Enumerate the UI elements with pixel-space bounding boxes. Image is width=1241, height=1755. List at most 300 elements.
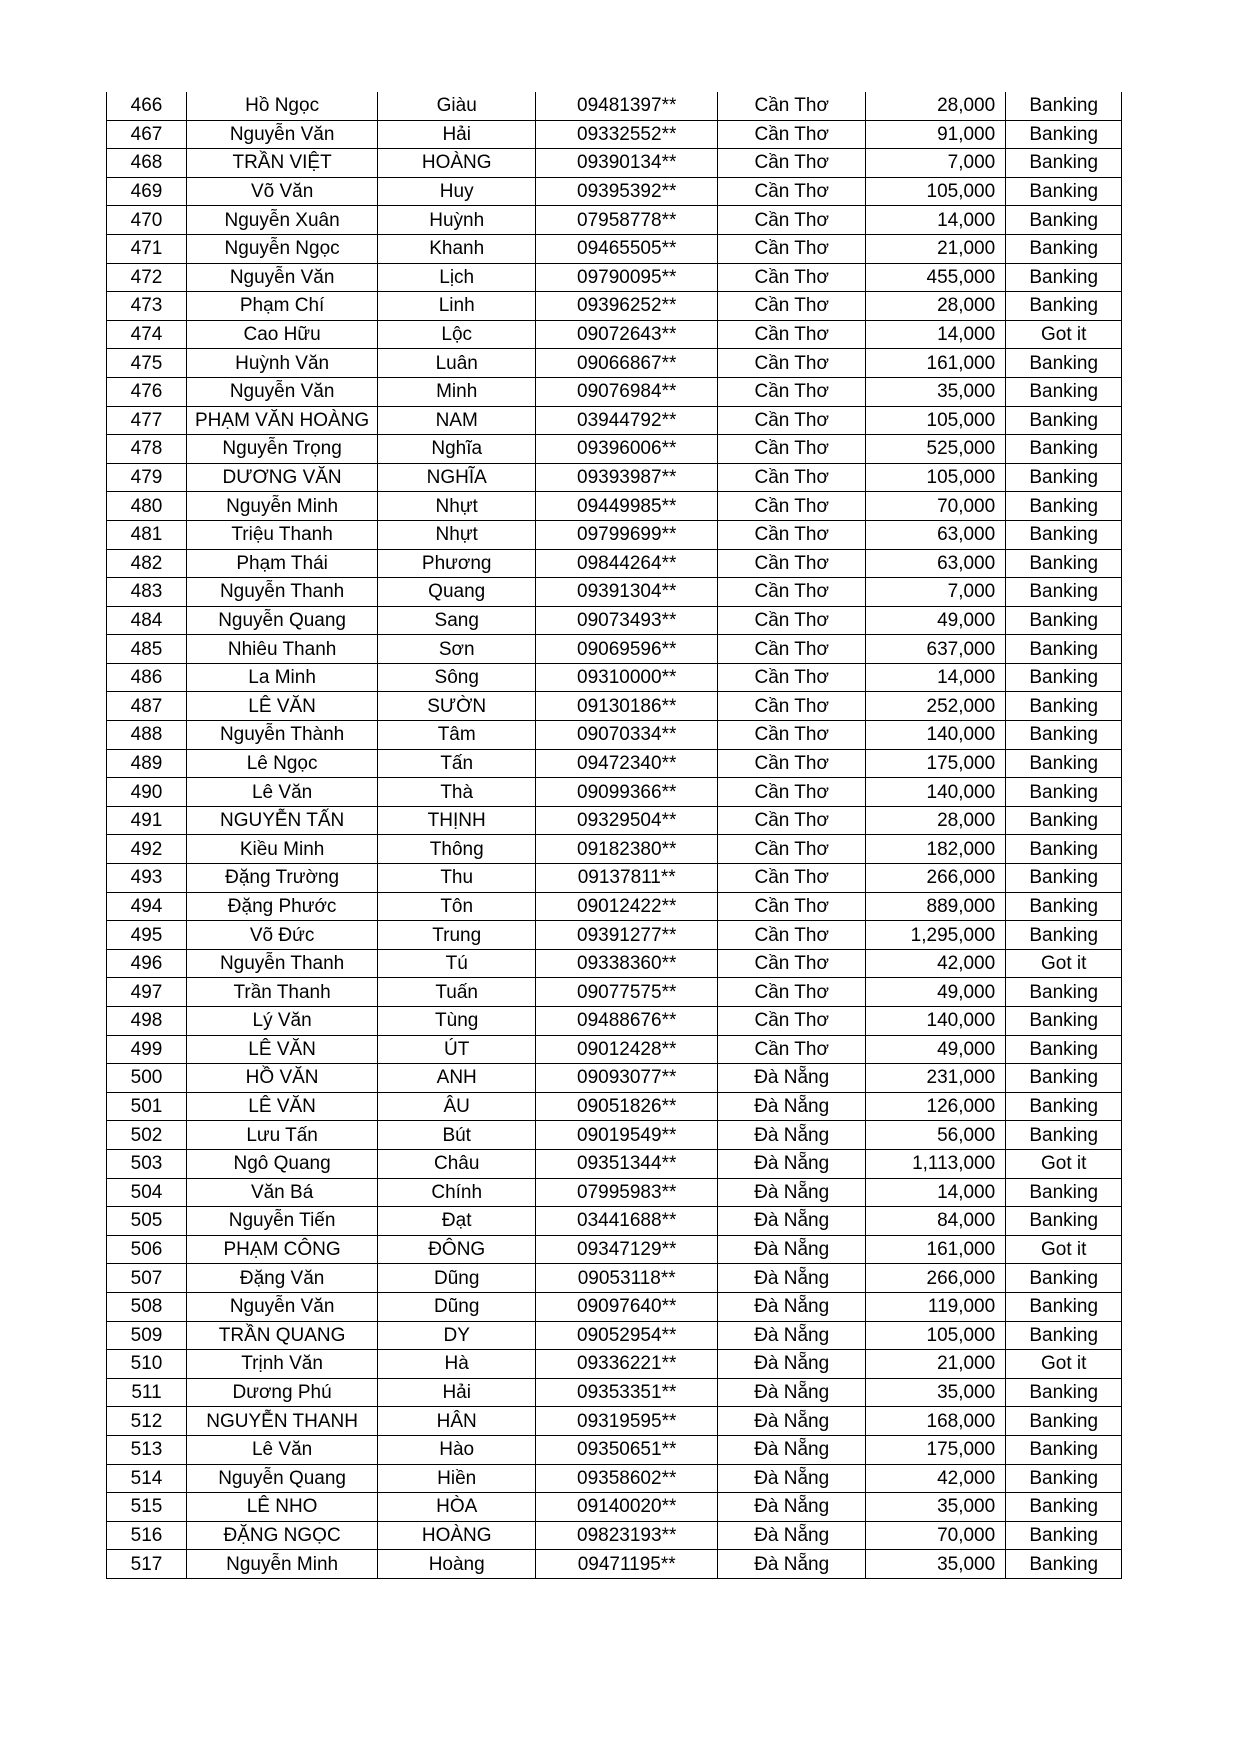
province-cell: Cần Thơ — [718, 578, 866, 607]
first-name-cell: HOÀNG — [378, 1521, 536, 1550]
first-name-cell: Đạt — [378, 1207, 536, 1236]
row-number-cell: 516 — [107, 1521, 187, 1550]
first-name-cell: Sang — [378, 606, 536, 635]
last-name-cell: Lê Văn — [187, 778, 378, 807]
phone-number-cell: 09073493** — [536, 606, 718, 635]
last-name-cell: PHẠM CÔNG — [187, 1235, 378, 1264]
amount-cell: 42,000 — [866, 1464, 1006, 1493]
province-cell: Đà Nẵng — [718, 1149, 866, 1178]
row-number-cell: 508 — [107, 1292, 187, 1321]
payment-method-cell: Banking — [1006, 177, 1122, 206]
table-row — [107, 1092, 1122, 1121]
row-number-cell: 501 — [107, 1092, 187, 1121]
table-row — [107, 1464, 1122, 1493]
table-row — [107, 1435, 1122, 1464]
first-name-cell: Tú — [378, 949, 536, 978]
last-name-cell: Đặng Trường — [187, 864, 378, 893]
phone-number-cell: 09351344** — [536, 1149, 718, 1178]
payment-method-cell: Banking — [1006, 1378, 1122, 1407]
payment-method-cell: Banking — [1006, 549, 1122, 578]
row-number-cell: 475 — [107, 349, 187, 378]
payment-method-cell: Banking — [1006, 835, 1122, 864]
row-number-cell: 498 — [107, 1007, 187, 1036]
row-number-cell: 509 — [107, 1321, 187, 1350]
amount-cell: 1,295,000 — [866, 921, 1006, 950]
last-name-cell: Nguyễn Trọng — [187, 435, 378, 464]
table-row — [107, 1178, 1122, 1207]
phone-number-cell: 09391277** — [536, 921, 718, 950]
amount-cell: 455,000 — [866, 263, 1006, 292]
amount-cell: 105,000 — [866, 463, 1006, 492]
first-name-cell: ĐÔNG — [378, 1235, 536, 1264]
amount-cell: 14,000 — [866, 320, 1006, 349]
province-cell: Cần Thơ — [718, 492, 866, 521]
payment-method-cell: Banking — [1006, 463, 1122, 492]
table-row — [107, 1264, 1122, 1293]
phone-number-cell: 03441688** — [536, 1207, 718, 1236]
amount-cell: 70,000 — [866, 492, 1006, 521]
table-row — [107, 206, 1122, 235]
amount-cell: 63,000 — [866, 549, 1006, 578]
province-cell: Cần Thơ — [718, 1007, 866, 1036]
amount-cell: 889,000 — [866, 892, 1006, 921]
last-name-cell: Ngô Quang — [187, 1149, 378, 1178]
table-row — [107, 1064, 1122, 1093]
winners-table — [106, 92, 1122, 1579]
phone-number-cell: 09310000** — [536, 663, 718, 692]
phone-number-cell: 09319595** — [536, 1407, 718, 1436]
row-number-cell: 473 — [107, 292, 187, 321]
table-row — [107, 949, 1122, 978]
table-row — [107, 921, 1122, 950]
amount-cell: 14,000 — [866, 206, 1006, 235]
phone-number-cell: 09823193** — [536, 1521, 718, 1550]
payment-method-cell: Got it — [1006, 1350, 1122, 1379]
phone-number-cell: 09799699** — [536, 520, 718, 549]
province-cell: Đà Nẵng — [718, 1292, 866, 1321]
row-number-cell: 481 — [107, 520, 187, 549]
first-name-cell: Tấn — [378, 749, 536, 778]
province-cell: Đà Nẵng — [718, 1435, 866, 1464]
phone-number-cell: 09395392** — [536, 177, 718, 206]
row-number-cell: 514 — [107, 1464, 187, 1493]
table-row — [107, 1292, 1122, 1321]
first-name-cell: Hiền — [378, 1464, 536, 1493]
province-cell: Đà Nẵng — [718, 1321, 866, 1350]
amount-cell: 91,000 — [866, 120, 1006, 149]
amount-cell: 105,000 — [866, 177, 1006, 206]
province-cell: Đà Nẵng — [718, 1350, 866, 1379]
first-name-cell: Khanh — [378, 234, 536, 263]
table-row — [107, 1035, 1122, 1064]
payment-method-cell: Banking — [1006, 864, 1122, 893]
phone-number-cell: 09140020** — [536, 1493, 718, 1522]
amount-cell: 35,000 — [866, 1550, 1006, 1579]
table-row — [107, 1235, 1122, 1264]
payment-method-cell: Banking — [1006, 749, 1122, 778]
amount-cell: 637,000 — [866, 635, 1006, 664]
phone-number-cell: 09449985** — [536, 492, 718, 521]
last-name-cell: Nguyễn Quang — [187, 1464, 378, 1493]
row-number-cell: 500 — [107, 1064, 187, 1093]
last-name-cell: Văn Bá — [187, 1178, 378, 1207]
row-number-cell: 494 — [107, 892, 187, 921]
province-cell: Cần Thơ — [718, 120, 866, 149]
province-cell: Cần Thơ — [718, 978, 866, 1007]
row-number-cell: 482 — [107, 549, 187, 578]
last-name-cell: Đặng Văn — [187, 1264, 378, 1293]
table-row — [107, 1493, 1122, 1522]
amount-cell: 119,000 — [866, 1292, 1006, 1321]
phone-number-cell: 09844264** — [536, 549, 718, 578]
amount-cell: 35,000 — [866, 377, 1006, 406]
payment-method-cell: Banking — [1006, 406, 1122, 435]
province-cell: Cần Thơ — [718, 463, 866, 492]
first-name-cell: Thông — [378, 835, 536, 864]
last-name-cell: Huỳnh Văn — [187, 349, 378, 378]
payment-method-cell: Banking — [1006, 1035, 1122, 1064]
table-row — [107, 663, 1122, 692]
last-name-cell: Lưu Tấn — [187, 1121, 378, 1150]
province-cell: Cần Thơ — [718, 864, 866, 893]
payment-method-cell: Banking — [1006, 1207, 1122, 1236]
payment-method-cell: Banking — [1006, 892, 1122, 921]
province-cell: Cần Thơ — [718, 663, 866, 692]
row-number-cell: 517 — [107, 1550, 187, 1579]
first-name-cell: Hào — [378, 1435, 536, 1464]
first-name-cell: Minh — [378, 377, 536, 406]
table-row — [107, 1521, 1122, 1550]
last-name-cell: LÊ NHO — [187, 1493, 378, 1522]
phone-number-cell: 09012422** — [536, 892, 718, 921]
amount-cell: 21,000 — [866, 234, 1006, 263]
payment-method-cell: Banking — [1006, 149, 1122, 178]
province-cell: Cần Thơ — [718, 349, 866, 378]
last-name-cell: Nguyễn Quang — [187, 606, 378, 635]
payment-method-cell: Got it — [1006, 949, 1122, 978]
row-number-cell: 493 — [107, 864, 187, 893]
last-name-cell: PHẠM VĂN HOÀNG — [187, 406, 378, 435]
province-cell: Đà Nẵng — [718, 1235, 866, 1264]
last-name-cell: Võ Đức — [187, 921, 378, 950]
phone-number-cell: 09019549** — [536, 1121, 718, 1150]
payment-method-cell: Banking — [1006, 1064, 1122, 1093]
payment-method-cell: Banking — [1006, 349, 1122, 378]
phone-number-cell: 09390134** — [536, 149, 718, 178]
phone-number-cell: 09472340** — [536, 749, 718, 778]
amount-cell: 63,000 — [866, 520, 1006, 549]
province-cell: Cần Thơ — [718, 892, 866, 921]
table-row — [107, 635, 1122, 664]
payment-method-cell: Banking — [1006, 263, 1122, 292]
row-number-cell: 488 — [107, 721, 187, 750]
first-name-cell: Lộc — [378, 320, 536, 349]
payment-method-cell: Banking — [1006, 1435, 1122, 1464]
payment-method-cell: Banking — [1006, 1007, 1122, 1036]
payment-method-cell: Banking — [1006, 1407, 1122, 1436]
province-cell: Cần Thơ — [718, 949, 866, 978]
phone-number-cell: 09052954** — [536, 1321, 718, 1350]
payment-method-cell: Banking — [1006, 292, 1122, 321]
first-name-cell: Lịch — [378, 263, 536, 292]
table-row — [107, 864, 1122, 893]
amount-cell: 56,000 — [866, 1121, 1006, 1150]
province-cell: Đà Nẵng — [718, 1407, 866, 1436]
last-name-cell: HỒ VĂN — [187, 1064, 378, 1093]
amount-cell: 14,000 — [866, 1178, 1006, 1207]
last-name-cell: Trần Thanh — [187, 978, 378, 1007]
first-name-cell: Giàu — [378, 92, 536, 120]
last-name-cell: TRẦN VIỆT — [187, 149, 378, 178]
phone-number-cell: 09396252** — [536, 292, 718, 321]
row-number-cell: 471 — [107, 234, 187, 263]
payment-method-cell: Banking — [1006, 635, 1122, 664]
province-cell: Cần Thơ — [718, 749, 866, 778]
row-number-cell: 511 — [107, 1378, 187, 1407]
phone-number-cell: 09051826** — [536, 1092, 718, 1121]
row-number-cell: 485 — [107, 635, 187, 664]
payment-method-cell: Banking — [1006, 1178, 1122, 1207]
row-number-cell: 507 — [107, 1264, 187, 1293]
table-row — [107, 1207, 1122, 1236]
first-name-cell: HÒA — [378, 1493, 536, 1522]
row-number-cell: 506 — [107, 1235, 187, 1264]
phone-number-cell: 09072643** — [536, 320, 718, 349]
first-name-cell: NAM — [378, 406, 536, 435]
phone-number-cell: 09353351** — [536, 1378, 718, 1407]
row-number-cell: 505 — [107, 1207, 187, 1236]
province-cell: Cần Thơ — [718, 835, 866, 864]
phone-number-cell: 09069596** — [536, 635, 718, 664]
first-name-cell: SƯỜN — [378, 692, 536, 721]
table-row — [107, 1121, 1122, 1150]
amount-cell: 70,000 — [866, 1521, 1006, 1550]
row-number-cell: 472 — [107, 263, 187, 292]
row-number-cell: 468 — [107, 149, 187, 178]
payment-method-cell: Banking — [1006, 606, 1122, 635]
province-cell: Cần Thơ — [718, 406, 866, 435]
table-row — [107, 1321, 1122, 1350]
phone-number-cell: 09358602** — [536, 1464, 718, 1493]
table-row — [107, 1378, 1122, 1407]
province-cell: Đà Nẵng — [718, 1521, 866, 1550]
first-name-cell: Tùng — [378, 1007, 536, 1036]
phone-number-cell: 09338360** — [536, 949, 718, 978]
province-cell: Cần Thơ — [718, 1035, 866, 1064]
amount-cell: 525,000 — [866, 435, 1006, 464]
row-number-cell: 489 — [107, 749, 187, 778]
table-row — [107, 406, 1122, 435]
last-name-cell: Đặng Phước — [187, 892, 378, 921]
first-name-cell: Nhựt — [378, 492, 536, 521]
amount-cell: 35,000 — [866, 1493, 1006, 1522]
province-cell: Đà Nẵng — [718, 1207, 866, 1236]
table-row — [107, 835, 1122, 864]
last-name-cell: Nguyễn Thanh — [187, 949, 378, 978]
last-name-cell: Phạm Thái — [187, 549, 378, 578]
phone-number-cell: 09093077** — [536, 1064, 718, 1093]
last-name-cell: TRẦN QUANG — [187, 1321, 378, 1350]
payment-method-cell: Banking — [1006, 1521, 1122, 1550]
last-name-cell: LÊ VĂN — [187, 1092, 378, 1121]
amount-cell: 7,000 — [866, 149, 1006, 178]
last-name-cell: Nguyễn Minh — [187, 1550, 378, 1579]
province-cell: Cần Thơ — [718, 606, 866, 635]
first-name-cell: Hoàng — [378, 1550, 536, 1579]
payment-method-cell: Banking — [1006, 1550, 1122, 1579]
phone-number-cell: 09336221** — [536, 1350, 718, 1379]
table-row — [107, 1550, 1122, 1579]
table-row — [107, 234, 1122, 263]
payment-method-cell: Banking — [1006, 234, 1122, 263]
row-number-cell: 470 — [107, 206, 187, 235]
amount-cell: 182,000 — [866, 835, 1006, 864]
province-cell: Cần Thơ — [718, 377, 866, 406]
first-name-cell: ÚT — [378, 1035, 536, 1064]
row-number-cell: 496 — [107, 949, 187, 978]
phone-number-cell: 09070334** — [536, 721, 718, 750]
phone-number-cell: 07995983** — [536, 1178, 718, 1207]
table-row — [107, 1407, 1122, 1436]
last-name-cell: ĐẶNG NGỌC — [187, 1521, 378, 1550]
amount-cell: 105,000 — [866, 1321, 1006, 1350]
table-row — [107, 177, 1122, 206]
amount-cell: 126,000 — [866, 1092, 1006, 1121]
row-number-cell: 480 — [107, 492, 187, 521]
amount-cell: 21,000 — [866, 1350, 1006, 1379]
amount-cell: 252,000 — [866, 692, 1006, 721]
table-row — [107, 92, 1122, 120]
phone-number-cell: 09488676** — [536, 1007, 718, 1036]
first-name-cell: Tâm — [378, 721, 536, 750]
province-cell: Cần Thơ — [718, 206, 866, 235]
table-row — [107, 578, 1122, 607]
row-number-cell: 484 — [107, 606, 187, 635]
province-cell: Cần Thơ — [718, 320, 866, 349]
phone-number-cell: 09097640** — [536, 1292, 718, 1321]
payment-method-cell: Banking — [1006, 120, 1122, 149]
row-number-cell: 466 — [107, 92, 187, 120]
last-name-cell: Nguyễn Văn — [187, 1292, 378, 1321]
province-cell: Cần Thơ — [718, 292, 866, 321]
payment-method-cell: Banking — [1006, 1292, 1122, 1321]
last-name-cell: Phạm Chí — [187, 292, 378, 321]
province-cell: Cần Thơ — [718, 234, 866, 263]
row-number-cell: 476 — [107, 377, 187, 406]
phone-number-cell: 09790095** — [536, 263, 718, 292]
last-name-cell: Nguyễn Ngọc — [187, 234, 378, 263]
phone-number-cell: 09465505** — [536, 234, 718, 263]
row-number-cell: 513 — [107, 1435, 187, 1464]
phone-number-cell: 09393987** — [536, 463, 718, 492]
table-row — [107, 692, 1122, 721]
phone-number-cell: 09391304** — [536, 578, 718, 607]
amount-cell: 35,000 — [866, 1378, 1006, 1407]
table-row — [107, 149, 1122, 178]
amount-cell: 175,000 — [866, 749, 1006, 778]
amount-cell: 140,000 — [866, 721, 1006, 750]
province-cell: Đà Nẵng — [718, 1264, 866, 1293]
province-cell: Cần Thơ — [718, 520, 866, 549]
first-name-cell: Phương — [378, 549, 536, 578]
last-name-cell: Nguyễn Văn — [187, 120, 378, 149]
row-number-cell: 478 — [107, 435, 187, 464]
payment-method-cell: Banking — [1006, 1264, 1122, 1293]
first-name-cell: Linh — [378, 292, 536, 321]
payment-method-cell: Banking — [1006, 377, 1122, 406]
phone-number-cell: 09471195** — [536, 1550, 718, 1579]
phone-number-cell: 09481397** — [536, 92, 718, 120]
last-name-cell: Nguyễn Xuân — [187, 206, 378, 235]
table-row — [107, 549, 1122, 578]
last-name-cell: Võ Văn — [187, 177, 378, 206]
table-row — [107, 292, 1122, 321]
last-name-cell: LÊ VĂN — [187, 1035, 378, 1064]
payment-method-cell: Banking — [1006, 692, 1122, 721]
last-name-cell: Hồ Ngọc — [187, 92, 378, 120]
row-number-cell: 515 — [107, 1493, 187, 1522]
amount-cell: 161,000 — [866, 1235, 1006, 1264]
first-name-cell: Sơn — [378, 635, 536, 664]
first-name-cell: Thà — [378, 778, 536, 807]
last-name-cell: Dương Phú — [187, 1378, 378, 1407]
payment-method-cell: Banking — [1006, 1464, 1122, 1493]
province-cell: Cần Thơ — [718, 721, 866, 750]
first-name-cell: Nhựt — [378, 520, 536, 549]
amount-cell: 28,000 — [866, 292, 1006, 321]
payment-method-cell: Banking — [1006, 520, 1122, 549]
last-name-cell: Lý Văn — [187, 1007, 378, 1036]
first-name-cell: Huy — [378, 177, 536, 206]
last-name-cell: Lê Ngọc — [187, 749, 378, 778]
last-name-cell: Nguyễn Minh — [187, 492, 378, 521]
last-name-cell: NGUYỄN THANH — [187, 1407, 378, 1436]
table-row — [107, 120, 1122, 149]
last-name-cell: Nhiêu Thanh — [187, 635, 378, 664]
table-row — [107, 349, 1122, 378]
table-row — [107, 1350, 1122, 1379]
last-name-cell: La Minh — [187, 663, 378, 692]
payment-method-cell: Banking — [1006, 1092, 1122, 1121]
payment-method-cell: Banking — [1006, 721, 1122, 750]
amount-cell: 7,000 — [866, 578, 1006, 607]
row-number-cell: 497 — [107, 978, 187, 1007]
province-cell: Cần Thơ — [718, 692, 866, 721]
last-name-cell: Nguyễn Thành — [187, 721, 378, 750]
payment-method-cell: Banking — [1006, 778, 1122, 807]
table-row — [107, 721, 1122, 750]
amount-cell: 266,000 — [866, 864, 1006, 893]
phone-number-cell: 09137811** — [536, 864, 718, 893]
amount-cell: 28,000 — [866, 92, 1006, 120]
payment-method-cell: Banking — [1006, 921, 1122, 950]
first-name-cell: Thu — [378, 864, 536, 893]
amount-cell: 105,000 — [866, 406, 1006, 435]
phone-number-cell: 09130186** — [536, 692, 718, 721]
payment-method-cell: Banking — [1006, 1321, 1122, 1350]
phone-number-cell: 09076984** — [536, 377, 718, 406]
phone-number-cell: 07958778** — [536, 206, 718, 235]
province-cell: Cần Thơ — [718, 149, 866, 178]
first-name-cell: ÂU — [378, 1092, 536, 1121]
first-name-cell: Quang — [378, 578, 536, 607]
first-name-cell: DY — [378, 1321, 536, 1350]
last-name-cell: Cao Hữu — [187, 320, 378, 349]
first-name-cell: ANH — [378, 1064, 536, 1093]
phone-number-cell: 09012428** — [536, 1035, 718, 1064]
province-cell: Đà Nẵng — [718, 1378, 866, 1407]
amount-cell: 266,000 — [866, 1264, 1006, 1293]
